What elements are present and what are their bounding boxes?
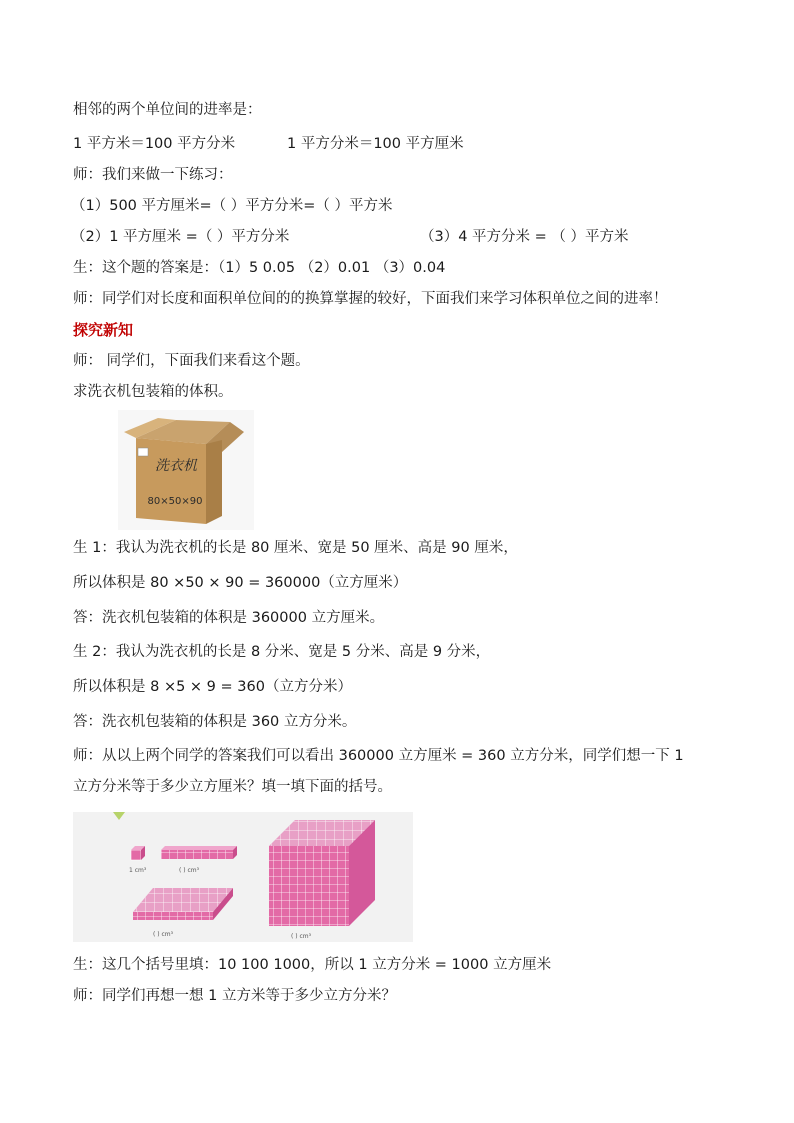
- line-5b: （3）4 平方分米 = （ ）平方米: [420, 229, 629, 245]
- line-2a: 1 平方米＝100 平方分米: [73, 136, 236, 152]
- big-cube-label: ( ) cm³: [291, 933, 312, 940]
- line-7: 师：同学们对长度和面积单位间的的换算掌握的较好，下面我们来学习体积单位之间的进率！: [73, 291, 668, 307]
- section-heading: 探究新知: [73, 321, 134, 339]
- line-2b: 1 平方分米＝100 平方厘米: [287, 136, 464, 152]
- line-4: （1）500 平方厘米=（ ）平方分米=（ ）平方米: [71, 198, 393, 214]
- line-9: 师： 同学们，下面我们来看这个题。: [73, 353, 310, 369]
- line-5a: （2）1 平方厘米 =（ ）平方分米: [71, 229, 290, 245]
- line-3: 师：我们来做一下练习：: [73, 167, 233, 183]
- line-12: 所以体积是 80 ×50 × 90 = 360000（立方厘米）: [73, 575, 408, 591]
- box-dims: 80×50×90: [147, 496, 203, 507]
- line-20: 师：同学们再想一想 1 立方米等于多少立方分米？: [73, 988, 396, 1004]
- line-13: 答：洗衣机包装箱的体积是 360000 立方厘米。: [73, 610, 385, 626]
- unit-cube-label: 1 cm³: [129, 867, 147, 874]
- line-1: 相邻的两个单位间的进率是：: [73, 102, 262, 118]
- line-14: 生 2：我认为洗衣机的长是 8 分米、宽是 5 分米、高是 9 分米，: [73, 644, 491, 660]
- line-16: 答：洗衣机包装箱的体积是 360 立方分米。: [73, 714, 357, 730]
- rod-label: ( ) cm³: [179, 867, 200, 874]
- line-10: 求洗衣机包装箱的体积。: [73, 384, 233, 400]
- line-17: 师：从以上两个同学的答案我们可以看出 360000 立方厘米 = 360 立方分米，同学们想一下 1: [73, 748, 684, 764]
- line-15: 所以体积是 8 ×5 × 9 = 360（立方分米）: [73, 679, 352, 695]
- line-11: 生 1：我认为洗衣机的长是 80 厘米、宽是 50 厘米、高是 90 厘米，: [73, 540, 518, 556]
- flat-label: ( ) cm³: [153, 931, 174, 938]
- line-18: 立方分米等于多少立方厘米？填一填下面的括号。: [73, 779, 392, 795]
- line-19: 生：这几个括号里填：10 100 1000，所以 1 立方分米 = 1000 立方厘米: [73, 957, 552, 973]
- box-label: 洗衣机: [155, 458, 197, 474]
- volume-cubes-figure: [73, 812, 413, 942]
- line-6: 生：这个题的答案是：（1）5 0.05 （2）0.01 （3）0.04: [73, 260, 446, 276]
- washing-machine-box-figure: [118, 410, 254, 530]
